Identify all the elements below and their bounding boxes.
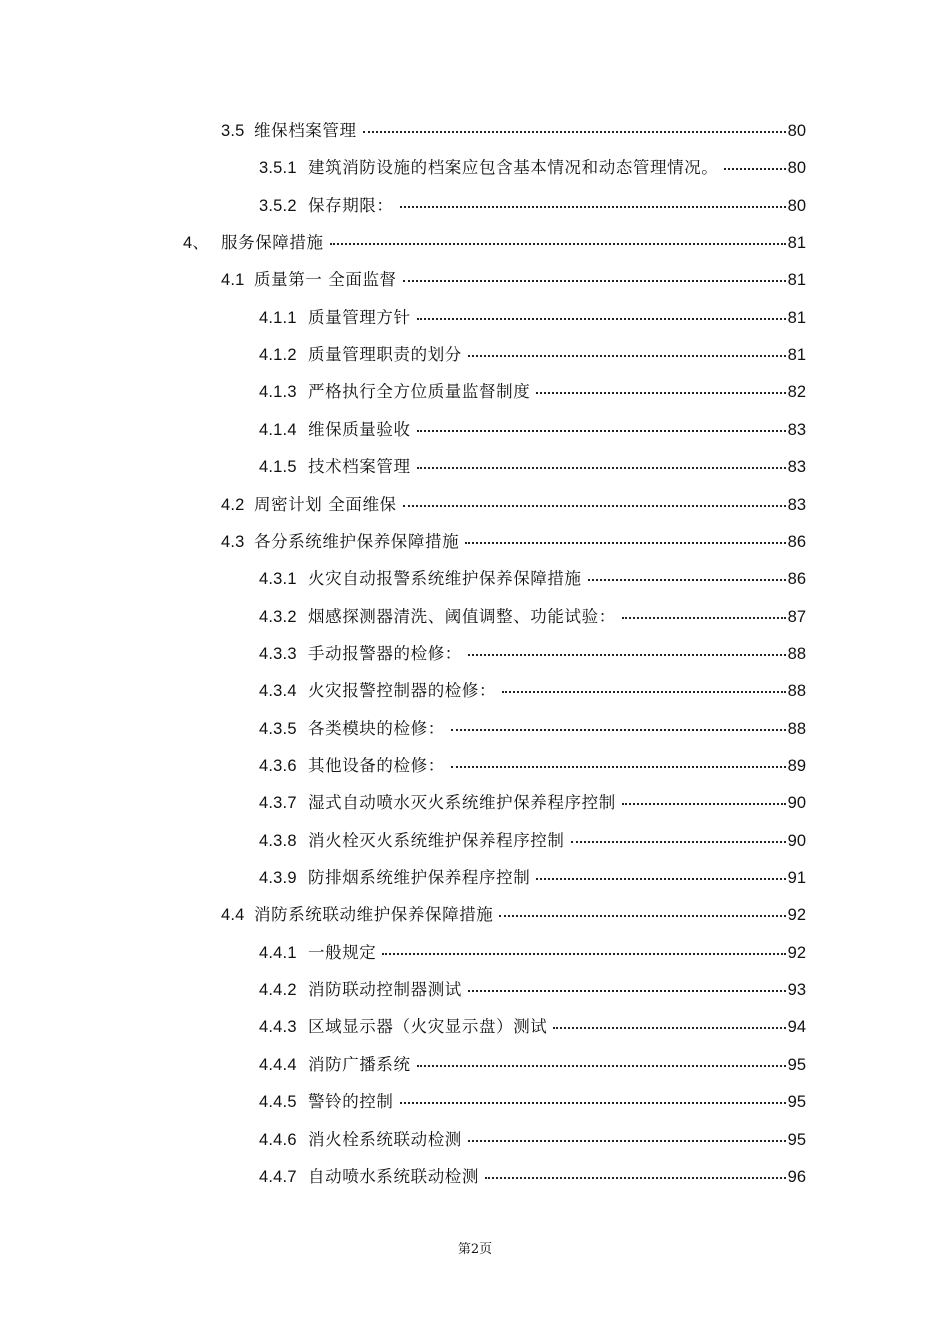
toc-entry[interactable] bbox=[221, 267, 806, 293]
toc-entry-page: 95 bbox=[787, 1130, 806, 1149]
toc-entry-title: 建筑消防设施的档案应包含基本情况和动态管理情况。 bbox=[308, 158, 719, 178]
toc-entry-number: 3.5 bbox=[221, 122, 245, 140]
toc-dot-leader bbox=[451, 729, 786, 731]
toc-dot-leader bbox=[363, 131, 786, 133]
toc-entry-page: 81 bbox=[787, 271, 806, 290]
toc-entry-title: 技术档案管理 bbox=[308, 457, 411, 477]
toc-dot-leader bbox=[468, 990, 786, 992]
toc-entry-page: 96 bbox=[787, 1167, 806, 1186]
toc-dot-leader bbox=[417, 1065, 786, 1067]
toc-entry-page: 86 bbox=[787, 570, 806, 589]
toc-entry[interactable] bbox=[259, 305, 806, 331]
toc-entry-page: 80 bbox=[787, 122, 806, 140]
toc-entry-number: 3.5.1 bbox=[259, 159, 297, 178]
toc-dot-leader bbox=[468, 355, 786, 357]
toc-entry-title: 湿式自动喷水灭火系统维护保养程序控制 bbox=[308, 793, 616, 813]
toc-entry-number: 4.1.4 bbox=[259, 420, 297, 439]
toc-entry-page: 80 bbox=[787, 159, 806, 178]
toc-dot-leader bbox=[571, 841, 786, 843]
toc-entry-number: 4.3.7 bbox=[259, 794, 297, 813]
toc-entry-number: 4.3.3 bbox=[259, 644, 297, 663]
toc-entry-number: 4.1 bbox=[221, 271, 245, 290]
toc-entry-page: 83 bbox=[787, 420, 806, 439]
toc-dot-leader bbox=[465, 542, 785, 544]
toc-entry-page: 95 bbox=[787, 1055, 806, 1074]
toc-entry-number: 4.3.6 bbox=[259, 757, 297, 775]
toc-entry[interactable] bbox=[259, 342, 806, 368]
toc-dot-leader bbox=[485, 1177, 786, 1179]
toc-entry[interactable] bbox=[183, 230, 806, 256]
toc-entry-title: 消火栓系统联动检测 bbox=[308, 1129, 462, 1149]
toc-entry-number: 4.4.1 bbox=[259, 943, 297, 962]
toc-entry[interactable] bbox=[221, 492, 806, 518]
toc-entry-number: 4.1.1 bbox=[259, 308, 297, 327]
toc-entry-page: 81 bbox=[787, 346, 806, 365]
toc-entry-page: 80 bbox=[787, 196, 806, 215]
toc-entry-page: 83 bbox=[787, 458, 806, 477]
toc-entry[interactable] bbox=[259, 678, 806, 704]
toc-entry-title: 火灾报警控制器的检修： bbox=[308, 681, 497, 701]
toc-entry-number: 4.4.5 bbox=[259, 1093, 297, 1112]
toc-entry[interactable] bbox=[259, 940, 806, 966]
toc-dot-leader bbox=[499, 915, 785, 917]
toc-entry-page: 90 bbox=[787, 831, 806, 850]
toc-entry-number: 4.1.2 bbox=[259, 346, 297, 365]
toc-entry[interactable] bbox=[259, 566, 806, 592]
toc-entry[interactable] bbox=[259, 641, 806, 667]
toc-dot-leader bbox=[468, 1140, 786, 1142]
toc-entry-number: 4.4.4 bbox=[259, 1055, 297, 1074]
toc-entry-title: 区域显示器（火灾显示盘）测试 bbox=[308, 1017, 548, 1037]
toc-entry-number: 4、 bbox=[183, 234, 210, 253]
toc-entry-title: 烟感探测器清洗、阈值调整、功能试验： bbox=[308, 606, 616, 626]
toc-entry-number: 4.3.8 bbox=[259, 831, 297, 850]
toc-entry-title: 火灾自动报警系统维护保养保障措施 bbox=[308, 569, 582, 589]
toc-entry[interactable] bbox=[259, 753, 806, 779]
toc-dot-leader bbox=[382, 953, 785, 955]
toc-entry-title: 消火栓灭火系统维护保养程序控制 bbox=[308, 830, 565, 850]
toc-entry[interactable] bbox=[221, 529, 806, 555]
toc-entry[interactable] bbox=[221, 902, 806, 928]
toc-entry-title: 消防广播系统 bbox=[308, 1054, 411, 1074]
toc-dot-leader bbox=[622, 617, 786, 619]
toc-entry-page: 88 bbox=[787, 682, 806, 701]
toc-dot-leader bbox=[468, 654, 786, 656]
toc-entry-title: 严格执行全方位质量监督制度 bbox=[308, 382, 531, 402]
toc-entry[interactable] bbox=[259, 1164, 806, 1190]
toc-entry[interactable] bbox=[259, 379, 806, 405]
toc-entry-title: 各类模块的检修： bbox=[308, 718, 445, 738]
toc-entry-page: 94 bbox=[787, 1018, 806, 1037]
toc-dot-leader bbox=[588, 579, 786, 581]
toc-entry[interactable] bbox=[259, 790, 806, 816]
toc-dot-leader bbox=[403, 505, 786, 507]
toc-entry-title: 消防系统联动维护保养保障措施 bbox=[254, 905, 494, 925]
toc-dot-leader bbox=[417, 430, 786, 432]
toc-entry-number: 4.3.5 bbox=[259, 719, 297, 738]
toc-entry-page: 81 bbox=[787, 308, 806, 327]
toc-dot-leader bbox=[536, 878, 785, 880]
toc-entry-title: 维保质量验收 bbox=[308, 419, 411, 439]
toc-entry-title: 自动喷水系统联动检测 bbox=[308, 1166, 479, 1186]
toc-entry-page: 89 bbox=[787, 757, 806, 775]
toc-dot-leader bbox=[330, 243, 786, 245]
toc-entry-page: 95 bbox=[787, 1093, 806, 1112]
toc-entry[interactable] bbox=[259, 865, 806, 891]
toc-dot-leader bbox=[553, 1027, 785, 1029]
toc-entry-title: 周密计划 全面维保 bbox=[254, 494, 397, 514]
toc-entry-title: 服务保障措施 bbox=[221, 233, 324, 253]
toc-entry-title: 其他设备的检修： bbox=[308, 756, 445, 775]
toc-entry[interactable] bbox=[259, 193, 806, 219]
toc-entry-number: 4.1.3 bbox=[259, 383, 297, 402]
toc-dot-leader bbox=[622, 803, 786, 805]
toc-entry-number: 4.4.6 bbox=[259, 1130, 297, 1149]
toc-entry-number: 3.5.2 bbox=[259, 196, 297, 215]
toc-entry-number: 4.3.2 bbox=[259, 607, 297, 626]
toc-entry-title: 维保档案管理 bbox=[254, 121, 357, 140]
toc-entry-number: 4.3 bbox=[221, 532, 245, 551]
toc-entry-title: 质量管理方针 bbox=[308, 307, 411, 327]
toc-entry[interactable] bbox=[259, 977, 806, 1003]
toc-dot-leader bbox=[417, 467, 786, 469]
toc-entry-page: 86 bbox=[787, 532, 806, 551]
toc-entry-title: 保存期限： bbox=[308, 195, 394, 215]
toc-entry[interactable] bbox=[259, 604, 806, 630]
toc-entry-page: 81 bbox=[787, 234, 806, 253]
toc-dot-leader bbox=[403, 280, 786, 282]
toc-dot-leader bbox=[724, 168, 785, 170]
toc-entry[interactable] bbox=[259, 1127, 806, 1153]
toc-entry-page: 91 bbox=[787, 869, 806, 887]
toc-entry-page: 88 bbox=[787, 644, 806, 663]
toc-entry-number: 4.4.3 bbox=[259, 1018, 297, 1037]
toc-entry[interactable] bbox=[259, 454, 806, 480]
toc-entry-title: 质量第一 全面监督 bbox=[254, 270, 397, 290]
toc-entry-page: 90 bbox=[787, 794, 806, 813]
toc-entry[interactable] bbox=[221, 118, 806, 144]
toc-entry-title: 消防联动控制器测试 bbox=[308, 980, 462, 1000]
toc-dot-leader bbox=[417, 318, 786, 320]
toc-entry[interactable] bbox=[259, 1014, 806, 1040]
toc-entry[interactable] bbox=[259, 828, 806, 854]
toc-entry-page: 88 bbox=[787, 719, 806, 738]
toc-entry-number: 4.3.1 bbox=[259, 570, 297, 589]
toc-entry[interactable] bbox=[259, 155, 806, 181]
toc-entry-page: 83 bbox=[787, 495, 806, 514]
toc-entry-number: 4.4.7 bbox=[259, 1167, 297, 1186]
toc-entry[interactable] bbox=[259, 1089, 806, 1115]
toc-entry-title: 各分系统维护保养保障措施 bbox=[254, 531, 460, 551]
toc-entry-page: 92 bbox=[787, 943, 806, 962]
toc-entry-number: 4.3.4 bbox=[259, 682, 297, 701]
toc-dot-leader bbox=[502, 691, 786, 693]
toc-entry-number: 4.4.2 bbox=[259, 981, 297, 1000]
toc-entry-page: 87 bbox=[787, 607, 806, 626]
toc-dot-leader bbox=[400, 1102, 786, 1104]
toc-entry[interactable] bbox=[259, 1052, 806, 1078]
page-number-footer: 第2页 bbox=[457, 1242, 493, 1257]
toc-entry-number: 4.3.9 bbox=[259, 869, 297, 887]
toc-entry-title: 防排烟系统维护保养程序控制 bbox=[308, 868, 531, 887]
toc-entry-title: 手动报警器的检修： bbox=[308, 643, 462, 663]
toc-dot-leader bbox=[400, 206, 786, 208]
toc-entry[interactable] bbox=[259, 716, 806, 742]
toc-entry-page: 93 bbox=[787, 981, 806, 1000]
toc-entry-number: 4.1.5 bbox=[259, 458, 297, 477]
toc-dot-leader bbox=[451, 766, 786, 768]
toc-dot-leader bbox=[536, 392, 785, 394]
toc-entry-title: 警铃的控制 bbox=[308, 1092, 394, 1112]
toc-entry-page: 92 bbox=[787, 906, 806, 925]
toc-entry-page: 82 bbox=[787, 383, 806, 402]
toc-entry-title: 一般规定 bbox=[308, 942, 377, 962]
toc-entry[interactable] bbox=[259, 417, 806, 443]
toc-entry-number: 4.2 bbox=[221, 495, 245, 514]
toc-entry-title: 质量管理职责的划分 bbox=[308, 345, 462, 365]
toc-entry-number: 4.4 bbox=[221, 906, 245, 925]
